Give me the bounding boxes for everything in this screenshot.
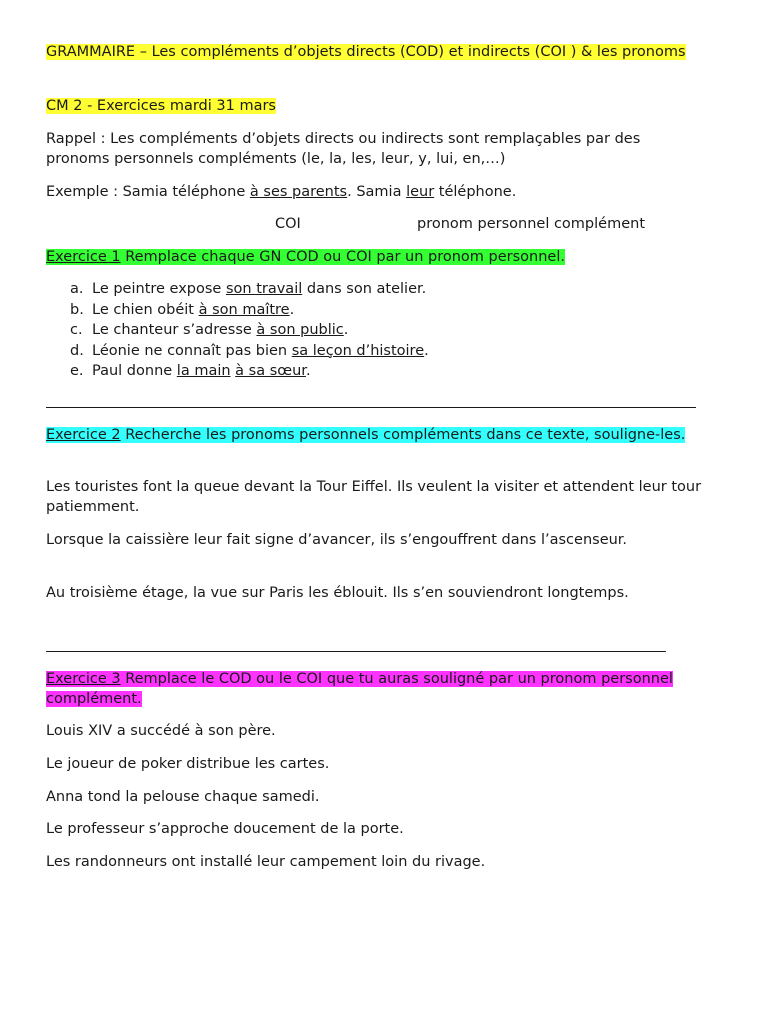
exercice-3-sentence: Louis XIV a succédé à son père.: [46, 723, 276, 739]
list-item: e. Paul donne la main à sa sœur.: [70, 363, 311, 379]
exercice-3-sentence: Anna tond la pelouse chaque samedi.: [46, 789, 320, 805]
list-item: d. Léonie ne connaît pas bien sa leçon d’histoire.: [70, 342, 429, 359]
exercice-2-paragraph: Lorsque la caissière leur fait signe d’avancer, ils s’engouffrent dans l’ascenseur.: [46, 532, 628, 548]
exemple-underline-pronom: leur: [406, 184, 435, 200]
exercice-2-paragraph: Au troisième étage, la vue sur Paris les éblouit. Ils s’en souviendront longtemps.: [46, 585, 629, 601]
exercice-2-label: Exercice 2: [46, 427, 121, 443]
list-item: c. Le chanteur s’adresse à son public.: [70, 322, 349, 338]
list-item: b. Le chien obéit à son maître.: [70, 301, 295, 318]
list-item: a. Le peintre expose son travail dans son atelier.: [70, 281, 427, 297]
exercice-3-sentence: Le professeur s’approche doucement de la porte.: [46, 821, 404, 837]
exemple-labels: [0, 214, 768, 234]
exercice-2-heading: [46, 425, 706, 445]
exercice-1-heading: [46, 247, 706, 267]
label-pronom: pronom personnel complément: [417, 216, 646, 232]
exercice-2-instruction: Recherche les pronoms personnels compléments dans ce texte, souligne-les.: [120, 427, 686, 443]
label-coi: COI: [275, 216, 301, 232]
separator-line: [46, 407, 696, 408]
exercice-3-heading: [46, 669, 706, 709]
exercice-3-instruction: Remplace le COD ou le COI que tu auras souligné par un pronom personnel complément.: [46, 671, 673, 707]
page-title: [46, 42, 706, 62]
exercice-1-list: [70, 279, 429, 382]
separator-line: [46, 651, 666, 652]
exercice-1-label: Exercice 1: [46, 249, 121, 265]
rappel-paragraph: Rappel : Les compléments d’objets directs ou indirects sont remplaçables par des pronoms personnels compléments (le, la, les, leur, y, lui, en,…): [46, 131, 641, 167]
exemple-underline-coi: à ses parents: [249, 184, 348, 200]
exercice-3-label: Exercice 3: [46, 671, 121, 687]
exercice-3-sentence: Le joueur de poker distribue les cartes.: [46, 756, 330, 772]
exercice-3-sentence: Les randonneurs ont installé leur campement loin du rivage.: [46, 854, 486, 870]
page-subtitle: CM 2 - Exercices mardi 31 mars: [46, 98, 276, 114]
title-line: GRAMMAIRE – Les compléments d’objets directs (COD) et indirects (COI ) & les pronoms: [46, 44, 686, 60]
exercice-1-instruction: Remplace chaque GN COD ou COI par un pronom personnel.: [120, 249, 565, 265]
exemple-sentence: Exemple : Samia téléphone à ses parents. Samia leur téléphone.: [46, 184, 517, 200]
exercice-2-paragraph: Les touristes font la queue devant la Tour Eiffel. Ils veulent la visiter et attendent leur tour patiemment.: [46, 479, 702, 515]
